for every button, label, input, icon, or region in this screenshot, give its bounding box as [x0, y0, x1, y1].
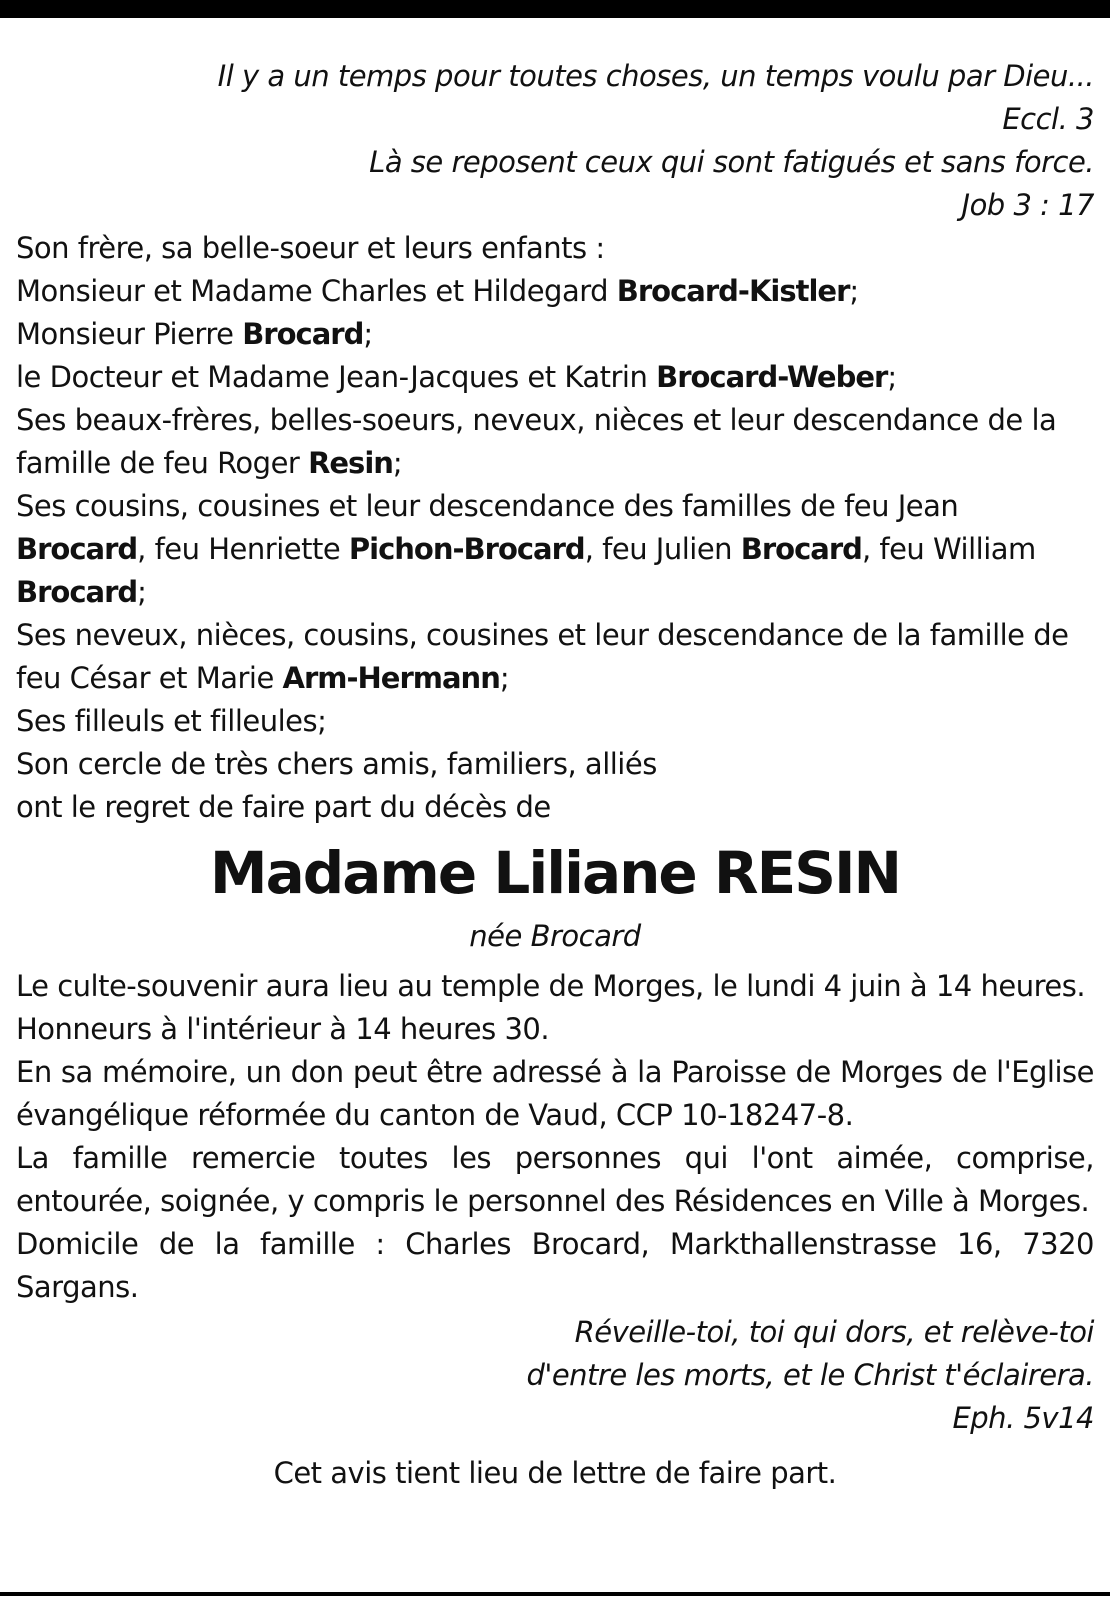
family-list	[16, 227, 1094, 829]
maiden-name: née Brocard	[469, 919, 641, 953]
notice-footer: Cet avis tient lieu de lettre de faire part.	[273, 1456, 837, 1490]
closing-quote-line-2: d'entre les morts, et le Christ t'éclairera.	[526, 1358, 1094, 1392]
family-name: Arm-Hermann	[282, 661, 500, 695]
family-intro: Son frère, sa belle-soeur et leurs enfants :	[16, 231, 605, 265]
family-name: Brocard	[740, 532, 862, 566]
family-line-3: le Docteur et Madame Jean-Jacques et Katrin Brocard-Weber;	[16, 360, 897, 394]
family-line-1: Monsieur et Madame Charles et Hildegard Brocard-Kistler;	[16, 274, 859, 308]
service-info: Le culte-souvenir aura lieu au temple de Morges, le lundi 4 juin à 14 heures.	[16, 969, 1086, 1003]
family-line-7: Ses filleuls et filleules;	[16, 704, 327, 738]
bottom-border	[0, 1592, 1110, 1596]
donation-info: En sa mémoire, un don peut être adressé à la Paroisse de Morges de l'Eglise évangélique réformée du canton de Vaud, CCP 10-18247-8.	[16, 1055, 1094, 1132]
domicile-info: Domicile de la famille : Charles Brocard, Markthallenstrasse 16, 7320 Sargans.	[16, 1227, 1094, 1304]
family-name: Pichon-Brocard	[348, 532, 585, 566]
closing-epigraph	[16, 1311, 1094, 1440]
quote-ecclesiastes: Il y a un temps pour toutes choses, un temps voulu par Dieu...	[217, 59, 1094, 93]
closing-quote-ref: Eph. 5v14	[952, 1401, 1094, 1435]
obituary-notice	[16, 55, 1094, 1495]
opening-epigraph	[16, 55, 1094, 227]
service-details	[16, 965, 1094, 1309]
family-line-2: Monsieur Pierre Brocard;	[16, 317, 373, 351]
family-name: Resin	[308, 446, 393, 480]
family-name: Brocard	[16, 532, 138, 566]
quote-job: Là se reposent ceux qui sont fatigués et sans force.	[369, 145, 1094, 179]
family-name: Brocard-Weber	[656, 360, 888, 394]
family-line-8: Son cercle de très chers amis, familiers, alliés	[16, 747, 657, 781]
family-line-6: Ses neveux, nièces, cousins, cousines et leur descendance de la famille de feu César et Marie Arm-Hermann;	[16, 618, 1069, 695]
thanks-info: La famille remercie toutes les personnes qui l'ont aimée, comprise, entourée, soignée, y compris le personnel des Résidences en Ville à Morges.	[16, 1141, 1094, 1218]
ref-ecclesiastes: Eccl. 3	[1002, 102, 1094, 136]
family-line-9: ont le regret de faire part du décès de	[16, 790, 551, 824]
top-border	[0, 0, 1110, 18]
deceased-name: Madame Liliane RESIN	[209, 839, 901, 907]
family-line-4: Ses beaux-frères, belles-soeurs, neveux, nièces et leur descendance de la famille de feu Roger Resin;	[16, 403, 1057, 480]
closing-quote-line-1: Réveille-toi, toi qui dors, et relève-toi	[574, 1315, 1094, 1349]
family-name: Brocard-Kistler	[616, 274, 850, 308]
family-line-5: Ses cousins, cousines et leur descendance des familles de feu Jean Brocard, feu Henriette Pichon-Brocard, feu Julien Brocard, feu William Brocard;	[16, 489, 1036, 609]
honours-info: Honneurs à l'intérieur à 14 heures 30.	[16, 1012, 550, 1046]
ref-job: Job 3 : 17	[961, 188, 1094, 222]
family-name: Brocard	[16, 575, 138, 609]
family-name: Brocard	[242, 317, 364, 351]
